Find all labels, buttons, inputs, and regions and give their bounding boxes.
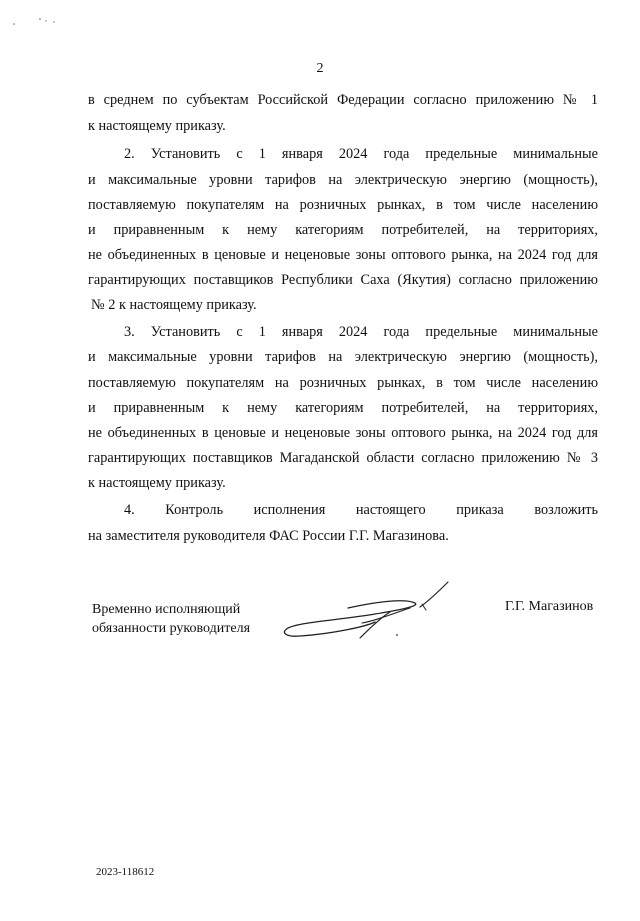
handwritten-signature xyxy=(280,578,460,648)
paragraph-2-line-4: и приравненным к нему категориям потребителей, на территориях, xyxy=(88,222,598,238)
document-number: 2023-118612 xyxy=(96,866,155,878)
paragraph-2-line-7: № 2 к настоящему приказу. xyxy=(91,297,257,313)
page-number: 2 xyxy=(316,61,324,76)
paragraph-1-line-2: к настоящему приказу. xyxy=(88,118,226,134)
paragraph-3-line-3: поставляемую покупателям на розничных рынках, в том числе населению xyxy=(88,375,598,391)
paragraph-3-line-2: и максимальные уровни тарифов на электрическую энергию (мощность), xyxy=(88,349,598,365)
paragraph-2-line-3: поставляемую покупателям на розничных рынках, в том числе населению xyxy=(88,197,598,213)
paragraph-3-line-6: гарантирующих поставщиков Магаданской области согласно приложению № 3 xyxy=(88,450,598,466)
signatory-title-line-2: обязанности руководителя xyxy=(92,621,251,636)
signatory-name: Г.Г. Магазинов xyxy=(505,599,594,614)
paragraph-3-line-5: не объединенных в ценовые и неценовые зоны оптового рынка, на 2024 год для xyxy=(88,425,598,441)
paragraph-2-line-5: не объединенных в ценовые и неценовые зоны оптового рынка, на 2024 год для xyxy=(88,247,598,263)
paragraph-1-line-1: в среднем по субъектам Российской Федерации согласно приложению № 1 xyxy=(88,92,598,108)
paragraph-2-line-6: гарантирующих поставщиков Республики Саха (Якутия) согласно приложению xyxy=(88,272,598,288)
paragraph-4-line-2: на заместителя руководителя ФАС России Г.Г. Магазинова. xyxy=(88,528,449,544)
signatory-title xyxy=(92,600,250,638)
paragraph-3-line-1: 3. Установить с 1 января 2024 года предельные минимальные xyxy=(124,324,598,340)
signatory-title-line-1: Временно исполняющий xyxy=(92,602,241,617)
paragraph-3-line-4: и приравненным к нему категориям потребителей, на территориях, xyxy=(88,400,598,416)
scan-specks xyxy=(10,10,70,30)
paragraph-2-line-1: 2. Установить с 1 января 2024 года предельные минимальные xyxy=(124,146,598,162)
paragraph-4-line-1: 4. Контроль исполнения настоящего приказа возложить xyxy=(124,502,598,518)
paragraph-3-line-7: к настоящему приказу. xyxy=(88,475,226,491)
paragraph-2-line-2: и максимальные уровни тарифов на электрическую энергию (мощность), xyxy=(88,172,598,188)
